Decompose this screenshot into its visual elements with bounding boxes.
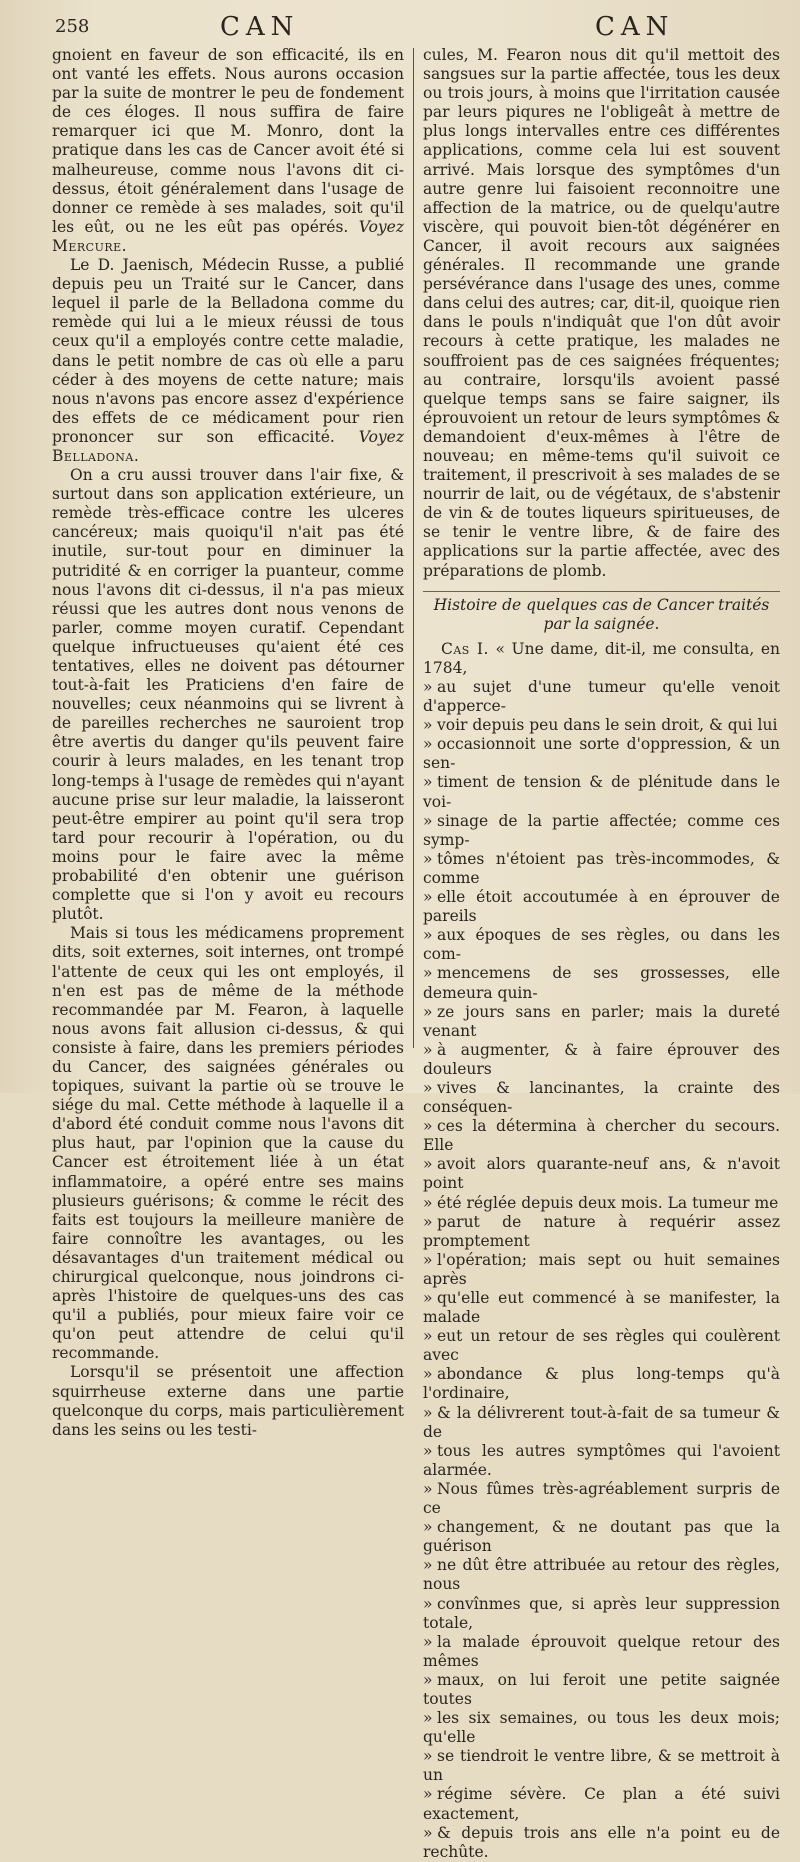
paragraph: Lorsqu'il se présentoit une affection squirrheuse externe dans une partie quelconque du corps, mais particulièrement dans les seins ou les testi- [52,1363,404,1439]
quoted-line-text: parut de nature à requérir assez promptement [423,1212,780,1250]
quoted-line [423,1365,780,1403]
case-opening-text: « Une dame, dit-il, me consulta, en 1784, [423,639,780,677]
quoted-line [423,1785,780,1823]
quoted-line-text: l'opération; mais sept ou huit semaines après [423,1250,780,1288]
quote-mark: » [423,1518,433,1537]
section-heading: Histoire de quelques cas de Cancer traités par la saignée. [423,591,780,634]
quoted-line-text: maux, on lui feroit une petite saignée toutes [423,1670,780,1708]
see-also-label: Voyez [358,217,404,236]
quote-mark: » [423,811,433,830]
quoted-line-text: se tiendroit le ventre libre, & se mettroit à un [423,1747,780,1785]
quoted-line-text: eut un retour de ses règles qui coulèrent avec [423,1327,780,1365]
quoted-line-text: timent de tension & de plénitude dans le voi- [423,773,780,811]
quoted-line-text: convînmes que, si après leur suppression totale, [423,1594,780,1632]
quote-mark: » [423,716,433,735]
quoted-line-text: elle étoit accoutumée à en éprouver de pareils [423,888,780,926]
quoted-line-text: régime sévère. Ce plan a été suivi exactement, [423,1785,780,1823]
quoted-line-text: avoit alors quarante-neuf ans, & n'avoit point [423,1155,780,1193]
quote-mark: » [423,1250,433,1269]
quoted-line-text: été réglée depuis deux mois. La tumeur me [437,1193,779,1212]
quote-mark: » [423,1556,433,1575]
quoted-line [423,1595,780,1633]
paragraph: cules, M. Fearon nous dit qu'il mettoit des sangsues sur la partie affectée, tous les deux ou trois jours, à moins que l'irritation causée par leurs piqures ne l'obligeât à mettre de plus longs intervalles entre ces différentes applications, comme cela lui est souvent arrivé. Mais lorsque des symptômes d'un autre genre lui faisoient reconnoitre une affection de la matrice, ou de quelqu'autre viscère, qui pouvoit bien-tôt dégénérer en Cancer, il avoit recours aux saignées générales. Il recommande une grande persévérance dans l'usage des unes, comme dans celui des autres; car, dit-il, quoique rien dans le pouls n'indiquât que l'on dût avoir recours à cette pratique, les malades ne souffroient pas de ces saignées fréquentes; au contraire, lorsqu'ils avoient passé quelque temps sans se faire saigner, ils éprouvoient un retour de leurs symptômes & demandoient d'eux-mêmes à l'être de nouveau; en même-tems qu'il suivoit ce traitement, il prescrivoit à ses malades de se nourrir de lait, ou de végétaux, de s'abstenir de vin & de toutes liqueurs spiritueuses, de se tenir le ventre libre, & de faire des applications sur la partie affectée, avec des préparations de plomb. [423,46,780,580]
quoted-line-text: mencemens de ses grossesses, elle demeura quin- [423,964,780,1002]
paragraph: Mais si tous les médicamens proprement dits, soit externes, soit internes, ont trompé l'attente de ceux qui les ont employés, il n'en est pas de même de la méthode recommandée par M. Fearon, à laquelle nous avons fait allusion ci-dessus, & qui consiste à faire, dans les premiers périodes du Cancer, des saignées générales ou topiques, suivant la partie où se trouve le siége du mal. Cette méthode à laquelle il a d'abord été conduit comme nous l'avons dit plus haut, par l'opinion que la cause du Cancer est étroitement liée à un état inflammatoire, a opéré entre ses mains plusieurs guérisons; & comme le récit des faits est toujours la meilleure manière de faire connoître les avantages, ou les désavantages d'un traitement médical ou chirurgical quelconque, nous joindrons ci-après l'histoire de quelques-uns des cas qu'il a publiés, pour mieux faire voir ce qu'on peut attendre de celui qu'il recommande. [52,924,404,1363]
quoted-line [423,1289,780,1327]
quoted-line-text: ze jours sans en parler; mais la dureté venant [423,1002,780,1040]
page-header [55,10,780,46]
quote-mark: » [423,964,433,983]
quote-mark: » [423,1040,433,1059]
quote-mark: » [423,926,433,945]
quote-mark: » [423,1002,433,1021]
quoted-line [423,1404,780,1442]
quote-mark: » [423,1327,433,1346]
quoted-line [423,678,780,716]
quoted-line [423,1633,780,1671]
quoted-line [423,1824,780,1862]
quoted-line [423,1747,780,1785]
cross-reference: Belladona. [52,446,140,465]
quoted-line [423,1117,780,1155]
left-column [52,46,404,1440]
quoted-line [423,1155,780,1193]
running-head-left: CAN [220,12,300,42]
quoted-line [423,926,780,964]
quote-mark: » [423,1441,433,1460]
quoted-line [423,1213,780,1251]
quoted-line [423,1251,780,1289]
quoted-line-text: sinage de la partie affectée; comme ces symp- [423,811,780,849]
see-also-label: Voyez [358,427,404,446]
quoted-line-text: & depuis trois ans elle n'a point eu de rechûte. [423,1823,780,1861]
quote-mark: » [423,1365,433,1384]
quoted-line-text: voir depuis peu dans le sein droit, & qui lui [437,716,778,735]
quoted-line [423,1003,780,1041]
quoted-line [423,1518,780,1556]
quoted-line-text: & la délivrerent tout-à-fait de sa tumeur & de [423,1403,780,1441]
case-opening [423,640,780,678]
quoted-line [423,735,780,773]
paragraph [52,46,404,256]
quoted-line-text: au sujet d'une tumeur qu'elle venoit d'apperce- [423,678,780,716]
quoted-line-text: tous les autres symptômes qui l'avoient alarmée. [423,1441,780,1479]
quoted-line [423,1442,780,1480]
quoted-line [423,1041,780,1079]
quote-mark: » [423,1823,433,1842]
quoted-line-text: Nous fûmes très-agréablement surpris de ce [423,1479,780,1518]
quoted-line [423,1709,780,1747]
quoted-line-text: tômes n'étoient pas très-incommodes, & comme [423,849,780,887]
paragraph [52,256,404,466]
quoted-line-text: les six semaines, ou tous les deux mois; qu'elle [423,1709,780,1747]
paragraph-text: gnoient en faveur de son efficacité, ils en ont vanté les effets. Nous aurons occasion par la suite de montrer le peu de fondement de ces éloges. Il nous suffira de faire remarquer ici que M. Monro, dont la pratique dans les cas de Cancer avoit été si malheureuse, comme nous l'avons dit ci-dessus, étoit généralement dans l'usage de donner ce remède à ses malades, soit qu'il les eût, ou ne les eût pas opérés. [52,46,404,236]
quote-mark: » [423,678,433,696]
quoted-line-text: ne dût être attribuée au retour des règles, nous [423,1556,780,1594]
quoted-line-text: ces la détermina à chercher du secours. Elle [423,1117,780,1155]
quote-mark: » [423,849,433,868]
quoted-line [423,964,780,1002]
cross-reference: Mercure. [52,236,128,255]
quote-mark: » [423,1117,433,1136]
quoted-line [423,1327,780,1365]
paragraph-text: Le D. Jaenisch, Médecin Russe, a publié depuis peu un Traité sur le Cancer, dans lequel il parle de la Belladona comme du remède qui lui a le mieux réussi de tous ceux qu'il a employés contre cette maladie, dans le petit nombre de cas où elle a paru céder à des moyens de cette nature; mais nous n'avons pas encore assez d'expérience des effets de ce médicament pour rien prononcer sur son efficacité. [52,256,404,446]
quoted-line [423,716,780,735]
quoted-line [423,1194,780,1213]
quote-mark: » [423,773,433,792]
quote-mark: » [423,1193,433,1212]
quote-mark: » [423,1289,433,1307]
quote-mark: » [423,1479,433,1498]
case-label: Cas I. [441,639,489,658]
quoted-line-text: vives & lancinantes, la crainte des conséquen- [423,1078,780,1117]
right-column [423,46,780,1862]
quoted-line-text: occasionnoit une sorte d'oppression, & un sen- [423,735,780,773]
quote-mark: » [423,1403,433,1422]
quote-mark: » [423,735,433,754]
running-head-right: CAN [595,12,675,42]
quoted-line-text: changement, & ne doutant pas que la guérison [423,1518,780,1556]
quote-mark: » [423,1670,433,1689]
quoted-line [423,1671,780,1709]
quoted-line-text: à augmenter, & à faire éprouver des douleurs [423,1040,780,1078]
case-quotation [423,678,780,1862]
quote-mark: » [423,888,433,907]
quoted-line [423,888,780,926]
quoted-line [423,773,780,811]
quoted-line [423,1480,780,1518]
quote-mark: » [423,1709,433,1728]
quoted-line [423,1556,780,1594]
column-divider [413,48,414,1048]
quoted-line-text: aux époques de ses règles, ou dans les com- [423,926,780,964]
quote-mark: » [423,1155,433,1174]
quoted-line [423,812,780,850]
quote-mark: » [423,1078,433,1097]
quote-mark: » [423,1632,433,1651]
quote-mark: » [423,1785,433,1804]
quoted-line [423,850,780,888]
quoted-line-text: qu'elle eut commencé à se manifester, la malade [423,1289,780,1327]
quoted-line [423,1079,780,1117]
quote-mark: » [423,1212,433,1231]
quote-mark: » [423,1594,433,1613]
page-number: 258 [55,16,90,37]
quote-mark: » [423,1747,433,1766]
quoted-line-text: abondance & plus long-temps qu'à l'ordinaire, [423,1365,780,1403]
quoted-line-text: la malade éprouvoit quelque retour des mêmes [423,1632,780,1670]
paragraph: On a cru aussi trouver dans l'air fixe, & surtout dans son application extérieure, un remède très-efficace contre les ulceres cancéreux; mais quoiqu'il n'ait pas été inutile, sur-tout pour en diminuer la putridité & en corriger la puanteur, comme nous l'avons dit ci-dessus, il n'a pas mieux réussi que les autres dont nous venons de parler, comme moyen curatif. Cependant quelque infructueuses qu'aient été ces tentatives, elles ne doivent pas détourner tout-à-fait les Praticiens d'en faire de nouvelles; ceux néanmoins qui se livrent à de pareilles recherches ne sauroient trop être avertis du danger qu'ils peuvent faire courir à leurs malades, en les tenant trop long-temps à l'usage de remèdes qui n'ayant aucune prise sur leur maladie, la laisseront peut-être empirer au point qu'il sera trop tard pour recourir à l'opération, ou du moins pour le faire avec la même probabilité d'en obtenir une guérison complette que si l'on y avoit eu recours plutôt. [52,466,404,924]
